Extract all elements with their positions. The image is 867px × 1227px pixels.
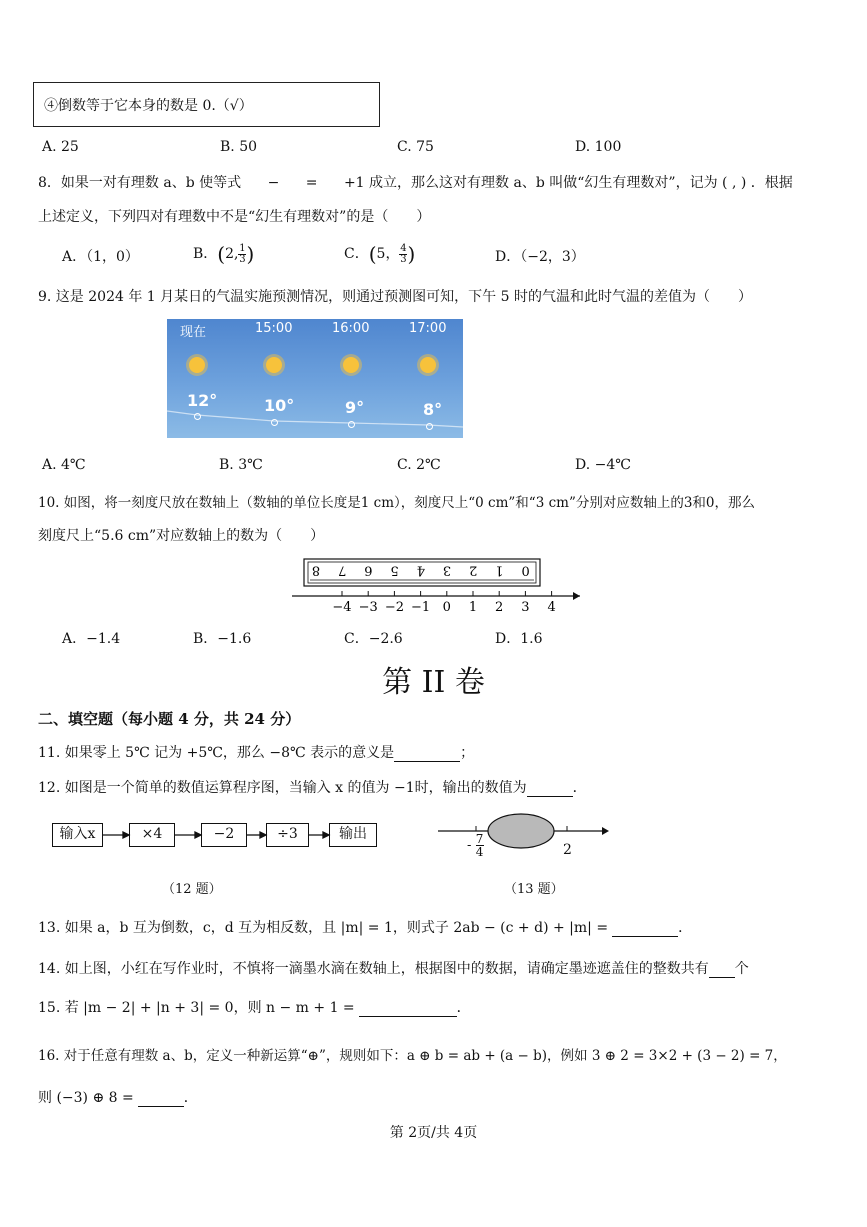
q9-option-d: D. −4℃	[575, 457, 631, 473]
q11-text: 11. 如果零上 5℃ 记为 +5℃，那么 −8℃ 表示的意义是	[38, 745, 395, 761]
q16-line2	[38, 1087, 198, 1107]
ruler-label: 8	[311, 562, 321, 578]
temp-point	[194, 413, 201, 420]
q10-line2: 刻度尺上“5.6 cm”对应数轴上的数为（ ）	[38, 528, 325, 544]
q8-option-a: A．（1，0）	[62, 249, 139, 265]
flow-box-output: 输出	[329, 823, 377, 847]
q11-tail: ；	[460, 745, 475, 761]
ruler-label: 6	[364, 562, 373, 578]
axis-label: −3	[358, 600, 378, 615]
q10-option-c: C．−2.6	[344, 631, 403, 647]
q13-caption: （13 题）	[504, 882, 564, 897]
q8-minus: −	[267, 175, 280, 191]
weather-temp-15: 10°	[264, 396, 295, 415]
volume-title: 第 II 卷	[382, 665, 485, 700]
temperature-trend-line	[167, 319, 463, 438]
q8-option-c-label: C．	[344, 246, 369, 262]
q16-line1: 16. 对于任意有理数 a、b，定义一种新运算“⊕”，规则如下：a ⊕ b = ab + (a − b)，例如 3 ⊕ 2 = 3×2 + (3 − 2) = 7，	[38, 1048, 787, 1064]
answer-blank[interactable]	[394, 747, 460, 762]
q14	[38, 958, 749, 978]
answer-blank[interactable]	[527, 782, 573, 797]
q9-option-c: C. 2℃	[397, 457, 441, 473]
q8-option-b-label: B．	[193, 246, 218, 262]
answer-blank[interactable]	[709, 963, 735, 978]
frac-denominator: 4	[475, 845, 484, 859]
frac-numerator: 1	[239, 242, 246, 254]
weather-forecast-image	[167, 319, 463, 438]
weather-time-17: 17:00	[409, 321, 447, 336]
axis-label: 3	[521, 600, 530, 615]
weather-time-15: 15:00	[255, 321, 293, 336]
weather-temp-now: 12°	[187, 391, 218, 410]
arrow-right-icon	[123, 832, 129, 838]
q8-option-c: C．(5， $\frac{4}{3}$ )	[344, 242, 416, 266]
section-title: 二、填空题（每小题 4 分，共 24 分）	[38, 710, 301, 728]
frac-numerator: 7	[475, 832, 484, 846]
statement-box	[33, 82, 380, 127]
weather-time-16: 16:00	[332, 321, 370, 336]
flow-box-subtract: −2	[201, 823, 247, 847]
frac-denominator: 3	[400, 253, 407, 265]
weather-temp-17: 8°	[423, 400, 443, 419]
statement-text: ④倒数等于它本身的数是 0.（√）	[44, 98, 253, 114]
q15	[38, 997, 471, 1017]
q11	[38, 742, 474, 762]
q12	[38, 777, 587, 797]
axis-label: 4	[547, 600, 556, 615]
q8-pair: ( , )	[722, 175, 747, 191]
ruler-label: 5	[390, 562, 399, 578]
q12-tail: ．	[572, 780, 587, 796]
axis-label: 0	[442, 600, 451, 615]
ink-blot	[488, 814, 554, 848]
axis-label: −2	[384, 600, 404, 615]
axis-label: 2	[495, 600, 504, 615]
weather-temp-16: 9°	[345, 398, 365, 417]
arrow-right-icon	[260, 832, 266, 838]
answer-blank[interactable]	[138, 1092, 184, 1107]
q8-equals: =	[305, 175, 318, 191]
q9-text: 9. 这是 2024 年 1 月某日的气温实施预测情况，则通过预测图可知，下午 5 时的气温和此时气温的差值为（ ）	[38, 289, 752, 305]
frac-denominator: 3	[239, 253, 246, 265]
q14-text: 14. 如上图，小红在写作业时，不慎将一滴墨水滴在数轴上，根据图中的数据，请确定墨迹遮盖住的整数共有	[38, 961, 709, 977]
flow-box-divide: ÷3	[266, 823, 309, 847]
axis-label: −1	[411, 600, 431, 615]
q13-text: 13. 如果 a，b 互为倒数，c，d 互为相反数，且 |m| = 1，则式子 2ab − (c + d) + |m| =	[38, 920, 609, 936]
ruler-label: 4	[416, 562, 425, 578]
axis-label: −4	[332, 600, 352, 615]
arrow-right-icon	[195, 832, 201, 838]
prev-option-a: A. 25	[42, 139, 79, 155]
ruler-label: 3	[442, 562, 452, 578]
q10-line1: 10. 如图，将一刻度尺放在数轴上（数轴的单位长度是1 cm），刻度尺上“0 cm”和“3 cm”分别对应数轴上的3和0，那么	[38, 495, 756, 511]
temp-point	[271, 419, 278, 426]
prev-option-b: B. 50	[220, 139, 258, 155]
q13	[38, 917, 692, 937]
q16-text: 则 (−3) ⊕ 8 =	[38, 1090, 134, 1106]
q8-option-d: D．（−2，3）	[495, 249, 585, 265]
minus-sign: -	[467, 838, 472, 853]
q15-tail: ．	[456, 1000, 471, 1016]
temp-point	[426, 423, 433, 430]
q12-text: 12. 如图是一个简单的数值运算程序图，当输入 x 的值为 −1时，输出的数值为	[38, 780, 527, 796]
answer-blank[interactable]	[612, 922, 678, 937]
axis-label: 1	[468, 600, 478, 615]
ruler-number-line-figure	[288, 556, 588, 618]
temp-point	[348, 421, 355, 428]
ruler-label: 1	[495, 562, 504, 578]
q8-text-f: ．根据	[750, 175, 793, 191]
ruler-label: 2	[469, 562, 478, 578]
flow-arrows	[100, 826, 340, 846]
q16-tail: ．	[183, 1090, 198, 1106]
blot-left-label	[467, 833, 484, 858]
q8-option-b: B．(2, $\frac{1}{3}$ )	[193, 242, 255, 266]
q10-option-a: A．−1.4	[62, 631, 121, 647]
q8-line2: 上述定义，下列四对有理数中不是“幻生有理数对”的是（ ）	[38, 209, 431, 225]
answer-blank[interactable]	[359, 1002, 457, 1017]
q12-caption: （12 题）	[162, 882, 222, 897]
ink-blot-number-line	[434, 810, 614, 870]
blot-right-label: 2	[563, 842, 572, 858]
frac-numerator: 4	[400, 242, 407, 254]
arrow-right-icon	[323, 832, 329, 838]
q14-tail: 个	[734, 961, 749, 977]
flow-box-multiply: ×4	[129, 823, 175, 847]
q8-line1	[38, 172, 793, 192]
q8-option-c-num: 5，	[376, 246, 400, 262]
page-footer: 第 2页/共 4页	[389, 1125, 478, 1141]
prev-option-d: D. 100	[575, 139, 622, 155]
q8-text-a: 8．如果一对有理数 a、b 使等式	[38, 175, 242, 191]
q9-option-a: A. 4℃	[42, 457, 86, 473]
ruler-label: 7	[338, 562, 347, 578]
q8-option-b-num: 2,	[225, 246, 239, 262]
q15-text: 15. 若 |m − 2| + |n + 3| = 0，则 n − m + 1 =	[38, 1000, 355, 1016]
flow-box-input: 输入x	[52, 823, 103, 847]
q8-text-d: +1 成立，那么这对有理数 a、b 叫做“幻生有理数对”，记为	[343, 175, 718, 191]
q9-option-b: B. 3℃	[219, 457, 263, 473]
q13-tail: ．	[678, 920, 693, 936]
ruler-label: 0	[521, 562, 530, 578]
q10-option-d: D．1.6	[495, 631, 543, 647]
weather-time-now: 现在	[180, 325, 207, 340]
prev-option-c: C. 75	[397, 139, 434, 155]
q10-option-b: B．−1.6	[193, 631, 252, 647]
left-fraction	[476, 833, 484, 858]
